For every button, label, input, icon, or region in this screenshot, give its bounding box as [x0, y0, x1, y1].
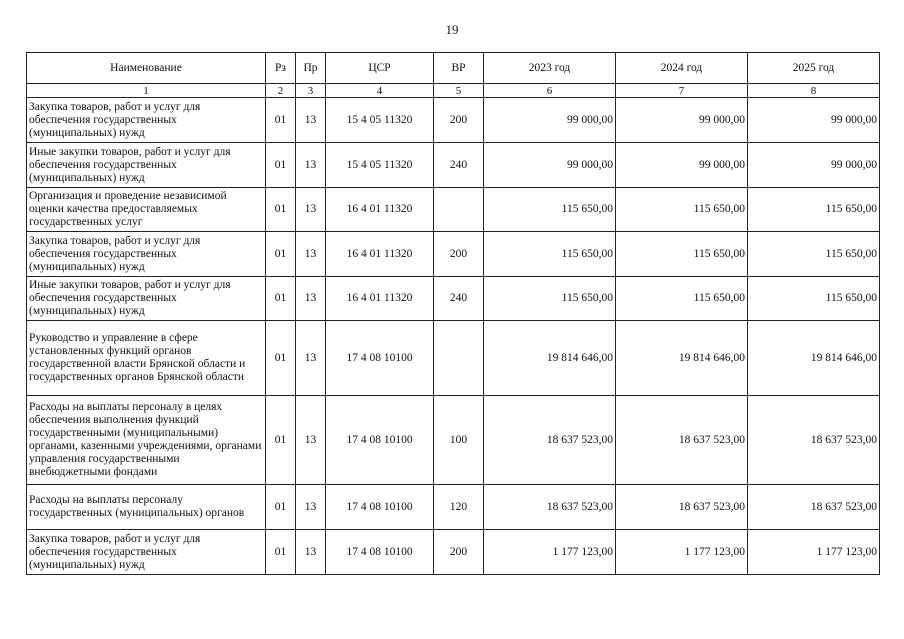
cell-2025: 99 000,00 — [748, 143, 880, 188]
cell-2023: 115 650,00 — [484, 277, 616, 321]
cell-name: Закупка товаров, работ и услуг для обеспечения государственных (муниципальных) нужд — [27, 98, 266, 143]
cell-2025: 18 637 523,00 — [748, 485, 880, 530]
cell-2025: 115 650,00 — [748, 232, 880, 277]
cell-pr: 13 — [296, 277, 326, 321]
column-number-row — [27, 84, 880, 98]
header-csr: ЦСР — [326, 53, 434, 84]
cell-vr: 240 — [434, 277, 484, 321]
cell-2025: 19 814 646,00 — [748, 321, 880, 396]
cell-name: Расходы на выплаты персоналу в целях обеспечения выполнения функций государственными (муниципальными) органами, казенными учреждениями, органами управления государственными внебюджетными фондами — [27, 396, 266, 485]
column-number: 4 — [326, 84, 434, 98]
column-number: 1 — [27, 84, 266, 98]
cell-csr: 16 4 01 11320 — [326, 188, 434, 232]
cell-rz: 01 — [266, 143, 296, 188]
cell-rz: 01 — [266, 277, 296, 321]
header-2023: 2023 год — [484, 53, 616, 84]
cell-2023: 18 637 523,00 — [484, 485, 616, 530]
cell-2025: 18 637 523,00 — [748, 396, 880, 485]
cell-2023: 18 637 523,00 — [484, 396, 616, 485]
cell-vr — [434, 321, 484, 396]
cell-pr: 13 — [296, 98, 326, 143]
header-rz: Рз — [266, 53, 296, 84]
cell-name: Организация и проведение независимой оценки качества предоставляемых государственных услуг — [27, 188, 266, 232]
cell-2025: 115 650,00 — [748, 188, 880, 232]
budget-table — [26, 52, 880, 575]
cell-csr: 17 4 08 10100 — [326, 530, 434, 575]
column-number: 8 — [748, 84, 880, 98]
column-number: 6 — [484, 84, 616, 98]
cell-2023: 99 000,00 — [484, 98, 616, 143]
cell-csr: 16 4 01 11320 — [326, 232, 434, 277]
cell-rz: 01 — [266, 485, 296, 530]
header-pr: Пр — [296, 53, 326, 84]
cell-vr: 200 — [434, 232, 484, 277]
table-row — [27, 485, 880, 530]
table-row — [27, 321, 880, 396]
cell-2024: 99 000,00 — [616, 98, 748, 143]
cell-pr: 13 — [296, 530, 326, 575]
cell-2024: 99 000,00 — [616, 143, 748, 188]
cell-vr: 240 — [434, 143, 484, 188]
column-number: 2 — [266, 84, 296, 98]
table-row — [27, 98, 880, 143]
header-2025: 2025 год — [748, 53, 880, 84]
cell-vr: 200 — [434, 530, 484, 575]
cell-name: Иные закупки товаров, работ и услуг для обеспечения государственных (муниципальных) нужд — [27, 143, 266, 188]
cell-rz: 01 — [266, 232, 296, 277]
cell-2023: 19 814 646,00 — [484, 321, 616, 396]
column-number: 7 — [616, 84, 748, 98]
header-row — [27, 53, 880, 84]
column-number: 5 — [434, 84, 484, 98]
cell-name: Иные закупки товаров, работ и услуг для обеспечения государственных (муниципальных) нужд — [27, 277, 266, 321]
cell-pr: 13 — [296, 143, 326, 188]
table-row — [27, 188, 880, 232]
cell-2025: 1 177 123,00 — [748, 530, 880, 575]
cell-2023: 115 650,00 — [484, 188, 616, 232]
cell-name: Закупка товаров, работ и услуг для обеспечения государственных (муниципальных) нужд — [27, 530, 266, 575]
cell-name: Закупка товаров, работ и услуг для обеспечения государственных (муниципальных) нужд — [27, 232, 266, 277]
table-row — [27, 396, 880, 485]
cell-pr: 13 — [296, 321, 326, 396]
cell-rz: 01 — [266, 396, 296, 485]
cell-csr: 17 4 08 10100 — [326, 321, 434, 396]
cell-2023: 99 000,00 — [484, 143, 616, 188]
cell-pr: 13 — [296, 188, 326, 232]
table-row — [27, 277, 880, 321]
cell-name: Расходы на выплаты персоналу государственных (муниципальных) органов — [27, 485, 266, 530]
cell-2024: 19 814 646,00 — [616, 321, 748, 396]
cell-2023: 115 650,00 — [484, 232, 616, 277]
column-number: 3 — [296, 84, 326, 98]
table-row — [27, 530, 880, 575]
cell-2024: 115 650,00 — [616, 277, 748, 321]
cell-2024: 18 637 523,00 — [616, 485, 748, 530]
cell-rz: 01 — [266, 321, 296, 396]
cell-csr: 15 4 05 11320 — [326, 143, 434, 188]
cell-2023: 1 177 123,00 — [484, 530, 616, 575]
cell-2025: 115 650,00 — [748, 277, 880, 321]
cell-csr: 16 4 01 11320 — [326, 277, 434, 321]
cell-2024: 115 650,00 — [616, 232, 748, 277]
header-vr: ВР — [434, 53, 484, 84]
cell-2024: 115 650,00 — [616, 188, 748, 232]
table-row — [27, 232, 880, 277]
cell-csr: 15 4 05 11320 — [326, 98, 434, 143]
cell-vr: 120 — [434, 485, 484, 530]
cell-vr — [434, 188, 484, 232]
cell-2024: 18 637 523,00 — [616, 396, 748, 485]
cell-csr: 17 4 08 10100 — [326, 485, 434, 530]
cell-rz: 01 — [266, 530, 296, 575]
cell-csr: 17 4 08 10100 — [326, 396, 434, 485]
header-name: Наименование — [27, 53, 266, 84]
cell-vr: 100 — [434, 396, 484, 485]
cell-pr: 13 — [296, 232, 326, 277]
cell-rz: 01 — [266, 98, 296, 143]
cell-pr: 13 — [296, 396, 326, 485]
cell-2024: 1 177 123,00 — [616, 530, 748, 575]
page-number: 19 — [445, 22, 459, 37]
header-2024: 2024 год — [616, 53, 748, 84]
cell-rz: 01 — [266, 188, 296, 232]
cell-name: Руководство и управление в сфере установленных функций органов государственной власти Брянской области и государственных органов Брянской области — [27, 321, 266, 396]
cell-vr: 200 — [434, 98, 484, 143]
table-row — [27, 143, 880, 188]
cell-2025: 99 000,00 — [748, 98, 880, 143]
cell-pr: 13 — [296, 485, 326, 530]
